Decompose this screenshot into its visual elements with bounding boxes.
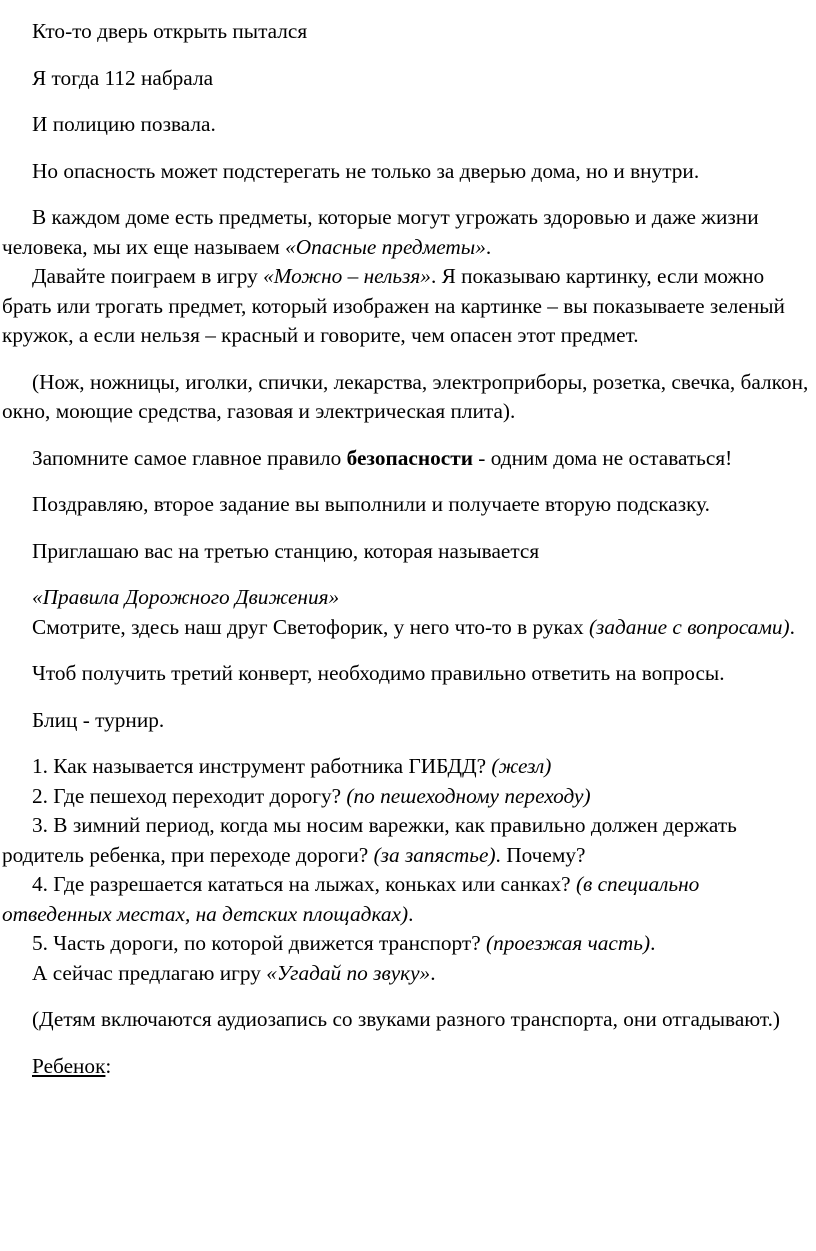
question-tail: . Почему?	[495, 842, 586, 867]
blitz-heading-text: Блиц - турнир.	[32, 707, 165, 732]
child-label: Ребенок	[32, 1053, 106, 1078]
question-list	[2, 752, 810, 959]
question-text: 5. Часть дороги, по которой движется транспорт?	[32, 931, 486, 955]
dangerous-items-paragraph	[2, 203, 810, 262]
poem-line-3	[2, 110, 810, 140]
poem-line-1-text: Кто-то дверь открыть пытался	[32, 19, 308, 43]
sound-game-title: «Угадай по звуку»	[266, 960, 431, 985]
question-item	[2, 811, 810, 870]
question-answer: (по пешеходному переходу)	[346, 783, 591, 808]
items-list-paragraph	[2, 368, 810, 427]
dangerous-items-title: «Опасные предметы»	[285, 234, 486, 259]
sound-game-text: А сейчас предлагаю игру	[32, 960, 267, 985]
safety-rule-text-1: Запомните самое главное правило	[32, 445, 347, 470]
sound-game-end: .	[430, 960, 436, 985]
third-station-paragraph	[2, 537, 810, 567]
sound-game-paragraph	[2, 959, 810, 989]
third-station-text: Приглашаю вас на третью станцию, которая называется	[32, 538, 540, 563]
child-label-colon: :	[105, 1053, 112, 1078]
dangerous-items-text: В каждом доме есть предметы, которые могут угрожать здоровью и даже жизни человека, мы их еще называем	[2, 205, 759, 259]
question-item	[2, 929, 810, 959]
audio-note-text: (Детям включаются аудиозапись со звуками разного транспорта, они отгадывают.)	[32, 1007, 781, 1031]
safety-rule-bold: безопасности	[346, 445, 473, 470]
question-item	[2, 752, 810, 782]
poem-line-2	[2, 64, 810, 94]
question-item	[2, 870, 810, 929]
svetoforik-text: Смотрите, здесь наш друг Светофорик, у него что-то в руках	[32, 614, 589, 639]
station-title-paragraph	[2, 583, 810, 613]
svetoforik-paragraph	[2, 613, 810, 643]
third-envelope-text: Чтоб получить третий конверт, необходимо правильно ответить на вопросы.	[32, 661, 725, 685]
svetoforik-task: (задание с вопросами)	[588, 614, 790, 639]
question-item	[2, 782, 810, 812]
question-text: 3. В зимний период, когда мы носим варежки, как правильно должен держать родитель ребенка, при переходе дороги?	[2, 813, 737, 867]
game-can-cannot-text-2: . Я показываю картинку, если можно брать или трогать предмет, который изображен на картинке – вы показываете зеленый кружок, а если нельзя – красный и говорите, чем опасен этот предмет.	[2, 264, 785, 347]
congrats-paragraph	[2, 490, 810, 520]
question-tail: .	[650, 931, 656, 955]
congrats-text: Поздравляю, второе задание вы выполнили и получаете вторую подсказку.	[32, 492, 711, 516]
question-answer: (в специально отведенных местах, на детских площадках)	[2, 872, 700, 926]
danger-intro-paragraph	[2, 157, 810, 187]
child-label-paragraph	[2, 1052, 810, 1082]
dangerous-items-end: .	[485, 234, 492, 259]
question-answer: (жезл)	[491, 754, 552, 778]
safety-rule-text-2: - одним дома не оставаться!	[472, 445, 733, 470]
audio-note-paragraph	[2, 1005, 810, 1035]
game-can-cannot-title: «Можно – нельзя»	[263, 264, 431, 288]
blitz-heading	[2, 706, 810, 736]
danger-intro-text: Но опасность может подстерегать не только за дверью дома, но и внутри.	[32, 158, 700, 183]
svetoforik-end: .	[789, 614, 795, 639]
question-text: 4. Где разрешается кататься на лыжах, коньках или санках?	[32, 872, 576, 896]
third-envelope-paragraph	[2, 659, 810, 689]
station-title: «Правила Дорожного Движения»	[32, 585, 340, 609]
poem-line-3-text: И полицию позвала.	[32, 112, 216, 136]
question-tail: .	[408, 901, 414, 926]
poem-line-1	[2, 17, 810, 47]
safety-rule-paragraph	[2, 444, 810, 474]
question-text: 2. Где пешеход переходит дорогу?	[32, 783, 347, 808]
poem-line-2-text: Я тогда 112 набрала	[32, 65, 214, 90]
game-can-cannot-paragraph	[2, 262, 810, 351]
question-text: 1. Как называется инструмент работника ГИБДД?	[32, 754, 492, 778]
question-answer: (за запястье)	[373, 842, 496, 867]
items-list-text: (Нож, ножницы, иголки, спички, лекарства, электроприборы, розетка, свечка, балкон, окно, моющие средства, газовая и электрическая плита).	[2, 369, 809, 423]
question-answer: (проезжая часть)	[485, 931, 651, 955]
game-can-cannot-text-1: Давайте поиграем в игру	[32, 264, 264, 288]
